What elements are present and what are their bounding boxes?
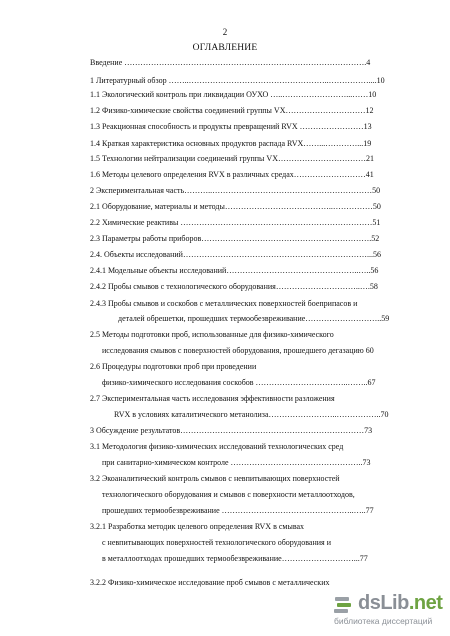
toc-entry: 2.4.2 Пробы смывов с технологического оборудования…………………………..….58 — [90, 282, 378, 291]
toc-entry: 1.6 Методы целевого определения RVX в различных средах………………………41 — [90, 170, 374, 179]
toc-entry: с невпитывающих поверхностей технологического оборудования и — [102, 538, 331, 547]
toc-entry: 3.2 Экоаналитический контроль смывов с невпитывающих поверхностей — [90, 474, 340, 483]
toc-entry: деталей обрешетки, прошедших термообезвреживание………………………..59 — [118, 314, 390, 323]
toc-entry: 3.1 Методология физико-химических исследований технологических сред — [90, 442, 344, 451]
toc-entry: 2.4. Объекты исследований……………………………………………………………...56 — [90, 250, 381, 259]
toc-entry: исследования смывов с поверхностей оборудования, прошедшего дегазацию 60 — [102, 346, 374, 355]
toc-entry: 2 Экспериментальная часть………..……………………………………………………50 — [90, 186, 381, 195]
toc-entry: 1.1 Экологический контроль при ликвидации ОУХО …..……………………...……10 — [90, 90, 377, 99]
page-number: 2 — [222, 27, 228, 37]
toc-entry: 3 Обсуждение результатов……………………………………………………………73 — [90, 426, 373, 435]
toc-entry: RVX в условиях каталитического метанолиза……………………..……………..70 — [114, 410, 389, 419]
toc-entry: 2.2 Химические реактивы ………………………………………………………………51 — [90, 218, 381, 227]
toc-entry: 2.3 Параметры работы приборов……………………………………………………….52 — [90, 234, 380, 243]
dslib-logo: dsLib.net — [358, 592, 443, 614]
toc-entry: 2.1 Оборудование, материалы и методы…………………………………..……………50 — [90, 202, 381, 211]
toc-entry: 2.4.1 Модельные объекты исследований…………………………………………..…..56 — [90, 266, 379, 275]
toc-entry: прошедших термообезвреживание …………………………………………..…..77 — [102, 506, 374, 515]
toc-entry: 1.5 Технологии нейтрализации соединений группы VX……………………………21 — [90, 154, 374, 163]
toc-entry: 1.4 Краткая характеристика основных продуктов распада RVX……...…………...19 — [90, 139, 372, 148]
toc-entry: 2.6 Процедуры подготовки проб при проведении — [90, 362, 257, 371]
toc-entry: 1 Литературный обзор ……..……………………………………………..……………....10 — [90, 76, 385, 85]
toc-entry: 2.7 Экспериментальная часть исследования эффективности разложения — [90, 394, 335, 403]
toc-entry: 1.2 Физико-химические свойства соединений группы VX…………………………12 — [90, 106, 374, 115]
dslib-tagline: библиотека диссертаций — [334, 616, 433, 626]
toc-entry: в металлоотходах прошедших термообезвреживание………………………...77 — [102, 554, 368, 563]
toc-title: ОГЛАВЛЕНИЕ — [192, 43, 258, 53]
book-stack-icon — [332, 594, 354, 616]
toc-entry: 2.5 Методы подготовки проб, использованные для физико-химического — [90, 330, 334, 339]
toc-entry: Введение ……………………………………………………………………………….4 — [90, 58, 371, 67]
toc-entry: 1.3 Реакционная способность и продукты превращений RVX ……………………13 — [90, 122, 372, 131]
toc-entry: 3.2.1 Разработка методик целевого определения RVX в смывах — [90, 522, 305, 531]
toc-entry: 2.4.3 Пробы смывов и соскобов с металлических поверхностей боеприпасов и — [90, 299, 358, 308]
toc-entry: при санитарно-химическом контроле …………………………………………..73 — [102, 458, 371, 467]
toc-entry: технологического оборудования и смывов с поверхности металлоотходов, — [102, 490, 355, 499]
toc-entry: физико-химического исследования соскобов ……………………………..……..67 — [102, 378, 376, 387]
toc-entry: 3.2.2 Физико-химическое исследование проб смывов с металлических — [90, 578, 330, 587]
dslib-watermark — [332, 592, 443, 628]
